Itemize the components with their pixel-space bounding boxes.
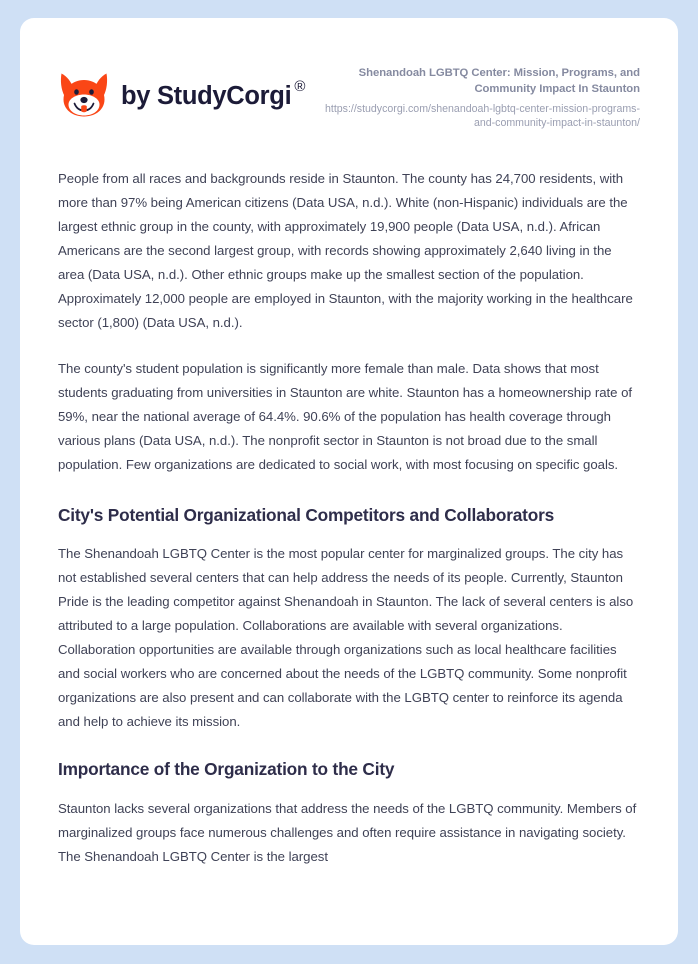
paragraph-competitors: The Shenandoah LGBTQ Center is the most popular center for marginalized groups. The city has not established several centers that can help address the needs of its people. Currently, Staunton Pride is the leading competitor against Shenandoah in Staunton. The lack of several centers is also attributed to a large population. Collaborations are available with several organizations. Collaboration opportunities are available through organizations such as local healthcare facilities and social workers who are concerned about the needs of the LGBTQ community. Some nonprofit organizations are also present and can collaborate with the LGBTQ center to reinforce its agenda and help to achieve its mission.: [58, 546, 634, 730]
document-page-card: [20, 18, 678, 945]
section-heading-competitors: City's Potential Organizational Competitors and Collaborators: [58, 504, 555, 525]
brand-name: by StudyCorgi: [121, 82, 292, 111]
brand-wordmark: [121, 78, 305, 110]
document-body: [58, 137, 640, 869]
document-title: Shenandoah LGBTQ Center: Mission, Programs, and Community Impact In Staunton: [358, 67, 640, 95]
paragraph-importance: Staunton lacks several organizations that address the needs of the LGBTQ community. Members of marginalized groups face numerous challenges and often require assistance in navigating society. The Shenandoah LGBTQ Center is the largest: [58, 800, 637, 864]
paragraph-demographics: People from all races and backgrounds reside in Staunton. The county has 24,700 residents, with more than 97% being American citizens (Data USA, n.d.). White (non-Hispanic) individuals are the largest ethnic group in the county, with approximately 19,900 people (Data USA, n.d.). African Americans are the second largest group, with records showing approximately 2,640 living in the area (Data USA, n.d.). Other ethnic groups make up the smallest section of the population. Approximately 12,000 people are employed in Staunton, with the majority working in the healthcare sector (1,800) (Data USA, n.d.).: [58, 170, 633, 330]
section-heading-importance: Importance of the Organization to the City: [58, 759, 395, 780]
studycorgi-brand[interactable]: [58, 64, 305, 118]
corgi-head-icon: [58, 70, 110, 118]
registered-trademark-icon: ®: [294, 78, 306, 96]
paragraph-students-housing: The county's student population is significantly more female than male. Data shows that most students graduating from universities in Staunton are white. Staunton has a homeownership rate of 59%, near the national average of 64.4%. 90.6% of the population has health coverage through various plans (Data USA, n.d.). The nonprofit sector in Staunton is not broad due to the small population. Few organizations are dedicated to social work, with most focusing on specific goals.: [58, 360, 633, 472]
document-source-url[interactable]: https://studycorgi.com/shenandoah-lgbtq-center-mission-programs-and-community-impact-in-staunton/: [324, 103, 640, 130]
document-meta: [315, 64, 640, 131]
document-header: [58, 18, 640, 137]
